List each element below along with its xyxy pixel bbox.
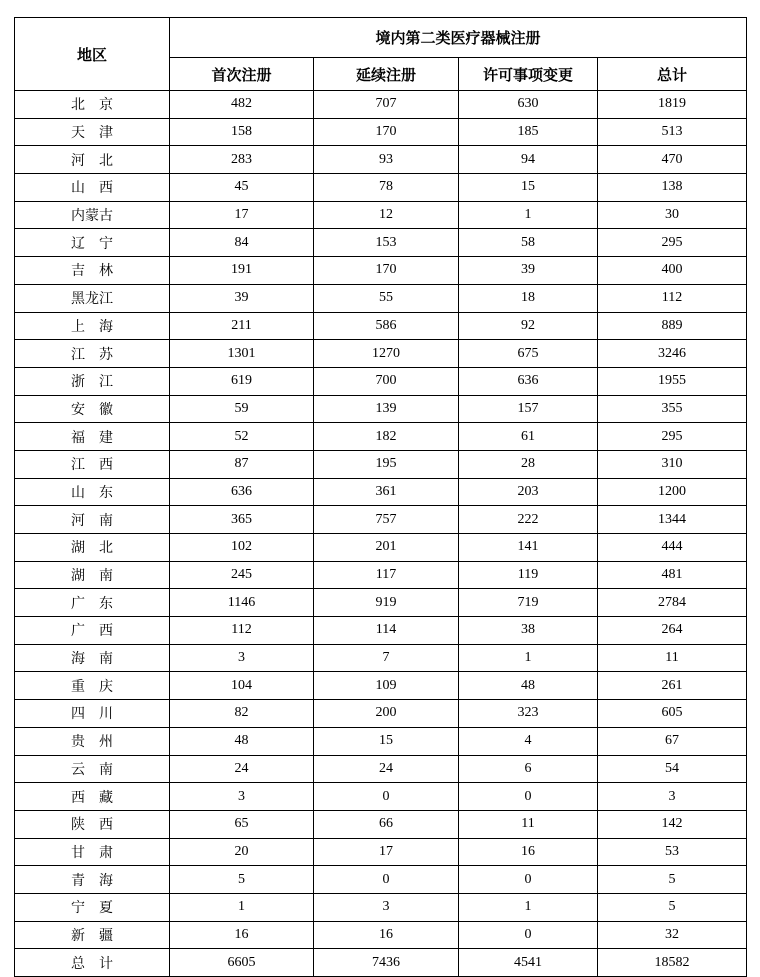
region-name: 陕 西: [15, 810, 170, 838]
region-name: 内蒙古: [15, 201, 170, 229]
value-cell: 87: [170, 450, 314, 478]
table-row: [15, 423, 747, 451]
value-cell: 675: [459, 340, 598, 368]
table-row: [15, 257, 747, 285]
value-cell: 119: [459, 561, 598, 589]
value-cell: 295: [598, 423, 747, 451]
value-cell: 1270: [314, 340, 459, 368]
region-name: 北 京: [15, 91, 170, 119]
region-name: 河 南: [15, 506, 170, 534]
column-header-first-registration: 首次注册: [170, 58, 314, 91]
value-cell: 0: [314, 866, 459, 894]
value-cell: 355: [598, 395, 747, 423]
value-cell: 94: [459, 146, 598, 174]
value-cell: 757: [314, 506, 459, 534]
value-cell: 170: [314, 257, 459, 285]
value-cell: 104: [170, 672, 314, 700]
value-cell: 7436: [314, 949, 459, 977]
value-cell: 636: [170, 478, 314, 506]
table-row: [15, 893, 747, 921]
table-row: [15, 340, 747, 368]
value-cell: 157: [459, 395, 598, 423]
value-cell: 1301: [170, 340, 314, 368]
region-name: 甘 肃: [15, 838, 170, 866]
value-cell: 11: [459, 810, 598, 838]
value-cell: 919: [314, 589, 459, 617]
region-name: 福 建: [15, 423, 170, 451]
value-cell: 0: [459, 783, 598, 811]
value-cell: 30: [598, 201, 747, 229]
value-cell: 24: [314, 755, 459, 783]
region-name: 浙 江: [15, 367, 170, 395]
region-name: 总 计: [15, 949, 170, 977]
value-cell: 203: [459, 478, 598, 506]
table-row: [15, 284, 747, 312]
region-name: 安 徽: [15, 395, 170, 423]
value-cell: 361: [314, 478, 459, 506]
table-row: [15, 201, 747, 229]
region-column-header: 地区: [15, 18, 170, 91]
region-name: 湖 南: [15, 561, 170, 589]
table-row: [15, 727, 747, 755]
region-name: 新 疆: [15, 921, 170, 949]
value-cell: 636: [459, 367, 598, 395]
table-body: [15, 91, 747, 977]
value-cell: 114: [314, 617, 459, 645]
value-cell: 0: [314, 783, 459, 811]
value-cell: 719: [459, 589, 598, 617]
value-cell: 48: [459, 672, 598, 700]
value-cell: 0: [459, 921, 598, 949]
region-name: 广 东: [15, 589, 170, 617]
value-cell: 1: [170, 893, 314, 921]
table-row: [15, 146, 747, 174]
value-cell: 605: [598, 700, 747, 728]
value-cell: 139: [314, 395, 459, 423]
region-name: 江 西: [15, 450, 170, 478]
table-row: [15, 395, 747, 423]
region-name: 山 西: [15, 174, 170, 202]
value-cell: 53: [598, 838, 747, 866]
value-cell: 261: [598, 672, 747, 700]
value-cell: 5: [170, 866, 314, 894]
value-cell: 1819: [598, 91, 747, 119]
value-cell: 5: [598, 893, 747, 921]
value-cell: 630: [459, 91, 598, 119]
region-name: 青 海: [15, 866, 170, 894]
value-cell: 481: [598, 561, 747, 589]
column-header-total: 总计: [598, 58, 747, 91]
value-cell: 153: [314, 229, 459, 257]
registration-table: [14, 17, 747, 977]
value-cell: 6605: [170, 949, 314, 977]
value-cell: 513: [598, 118, 747, 146]
value-cell: 1: [459, 644, 598, 672]
region-name: 海 南: [15, 644, 170, 672]
table-row: [15, 478, 747, 506]
value-cell: 142: [598, 810, 747, 838]
value-cell: 5: [598, 866, 747, 894]
table-row: [15, 118, 747, 146]
value-cell: 12: [314, 201, 459, 229]
table-row: [15, 810, 747, 838]
header-row-top: [15, 18, 747, 58]
value-cell: 15: [314, 727, 459, 755]
value-cell: 295: [598, 229, 747, 257]
value-cell: 3: [170, 783, 314, 811]
value-cell: 201: [314, 534, 459, 562]
table-row: [15, 561, 747, 589]
value-cell: 889: [598, 312, 747, 340]
value-cell: 195: [314, 450, 459, 478]
value-cell: 200: [314, 700, 459, 728]
value-cell: 1: [459, 893, 598, 921]
value-cell: 182: [314, 423, 459, 451]
table-row: [15, 866, 747, 894]
region-name: 宁 夏: [15, 893, 170, 921]
value-cell: 700: [314, 367, 459, 395]
value-cell: 16: [314, 921, 459, 949]
value-cell: 39: [459, 257, 598, 285]
value-cell: 191: [170, 257, 314, 285]
value-cell: 112: [598, 284, 747, 312]
value-cell: 66: [314, 810, 459, 838]
value-cell: 264: [598, 617, 747, 645]
value-cell: 93: [314, 146, 459, 174]
region-name: 上 海: [15, 312, 170, 340]
column-header-license-change: 许可事项变更: [459, 58, 598, 91]
table-row: [15, 617, 747, 645]
region-name: 河 北: [15, 146, 170, 174]
value-cell: 67: [598, 727, 747, 755]
value-cell: 15: [459, 174, 598, 202]
value-cell: 323: [459, 700, 598, 728]
value-cell: 92: [459, 312, 598, 340]
table-row: [15, 312, 747, 340]
value-cell: 3246: [598, 340, 747, 368]
value-cell: 82: [170, 700, 314, 728]
region-name: 西 藏: [15, 783, 170, 811]
table-row: [15, 367, 747, 395]
value-cell: 17: [314, 838, 459, 866]
value-cell: 20: [170, 838, 314, 866]
value-cell: 61: [459, 423, 598, 451]
value-cell: 4541: [459, 949, 598, 977]
value-cell: 84: [170, 229, 314, 257]
table-row: [15, 921, 747, 949]
region-name: 辽 宁: [15, 229, 170, 257]
table-row: [15, 644, 747, 672]
value-cell: 0: [459, 866, 598, 894]
table-row: [15, 450, 747, 478]
value-cell: 138: [598, 174, 747, 202]
value-cell: 185: [459, 118, 598, 146]
table-row: [15, 506, 747, 534]
value-cell: 16: [459, 838, 598, 866]
value-cell: 52: [170, 423, 314, 451]
table-row: [15, 589, 747, 617]
region-name: 湖 北: [15, 534, 170, 562]
table-row: [15, 672, 747, 700]
value-cell: 28: [459, 450, 598, 478]
column-header-renewal-registration: 延续注册: [314, 58, 459, 91]
value-cell: 16: [170, 921, 314, 949]
value-cell: 7: [314, 644, 459, 672]
total-row: [15, 949, 747, 977]
region-name: 吉 林: [15, 257, 170, 285]
region-name: 四 川: [15, 700, 170, 728]
value-cell: 112: [170, 617, 314, 645]
value-cell: 1955: [598, 367, 747, 395]
value-cell: 158: [170, 118, 314, 146]
value-cell: 55: [314, 284, 459, 312]
value-cell: 222: [459, 506, 598, 534]
value-cell: 102: [170, 534, 314, 562]
value-cell: 11: [598, 644, 747, 672]
value-cell: 3: [170, 644, 314, 672]
value-cell: 211: [170, 312, 314, 340]
value-cell: 482: [170, 91, 314, 119]
region-name: 黑龙江: [15, 284, 170, 312]
value-cell: 48: [170, 727, 314, 755]
value-cell: 3: [314, 893, 459, 921]
value-cell: 24: [170, 755, 314, 783]
value-cell: 4: [459, 727, 598, 755]
value-cell: 17: [170, 201, 314, 229]
group-header: 境内第二类医疗器械注册: [170, 18, 747, 58]
value-cell: 39: [170, 284, 314, 312]
value-cell: 245: [170, 561, 314, 589]
value-cell: 619: [170, 367, 314, 395]
value-cell: 32: [598, 921, 747, 949]
value-cell: 400: [598, 257, 747, 285]
value-cell: 444: [598, 534, 747, 562]
value-cell: 45: [170, 174, 314, 202]
region-name: 天 津: [15, 118, 170, 146]
value-cell: 170: [314, 118, 459, 146]
region-name: 江 苏: [15, 340, 170, 368]
table-row: [15, 534, 747, 562]
value-cell: 18582: [598, 949, 747, 977]
region-name: 云 南: [15, 755, 170, 783]
value-cell: 707: [314, 91, 459, 119]
value-cell: 117: [314, 561, 459, 589]
value-cell: 59: [170, 395, 314, 423]
region-name: 重 庆: [15, 672, 170, 700]
region-name: 贵 州: [15, 727, 170, 755]
table-header: [15, 18, 747, 91]
table-row: [15, 838, 747, 866]
table-row: [15, 755, 747, 783]
value-cell: 1: [459, 201, 598, 229]
table-row: [15, 91, 747, 119]
region-name: 广 西: [15, 617, 170, 645]
value-cell: 6: [459, 755, 598, 783]
value-cell: 365: [170, 506, 314, 534]
value-cell: 109: [314, 672, 459, 700]
value-cell: 65: [170, 810, 314, 838]
value-cell: 470: [598, 146, 747, 174]
value-cell: 58: [459, 229, 598, 257]
table-row: [15, 783, 747, 811]
value-cell: 38: [459, 617, 598, 645]
region-name: 山 东: [15, 478, 170, 506]
value-cell: 283: [170, 146, 314, 174]
value-cell: 3: [598, 783, 747, 811]
value-cell: 1344: [598, 506, 747, 534]
value-cell: 78: [314, 174, 459, 202]
value-cell: 54: [598, 755, 747, 783]
table-row: [15, 174, 747, 202]
value-cell: 2784: [598, 589, 747, 617]
table-row: [15, 229, 747, 257]
value-cell: 1200: [598, 478, 747, 506]
value-cell: 141: [459, 534, 598, 562]
value-cell: 310: [598, 450, 747, 478]
value-cell: 18: [459, 284, 598, 312]
value-cell: 1146: [170, 589, 314, 617]
table-row: [15, 700, 747, 728]
value-cell: 586: [314, 312, 459, 340]
